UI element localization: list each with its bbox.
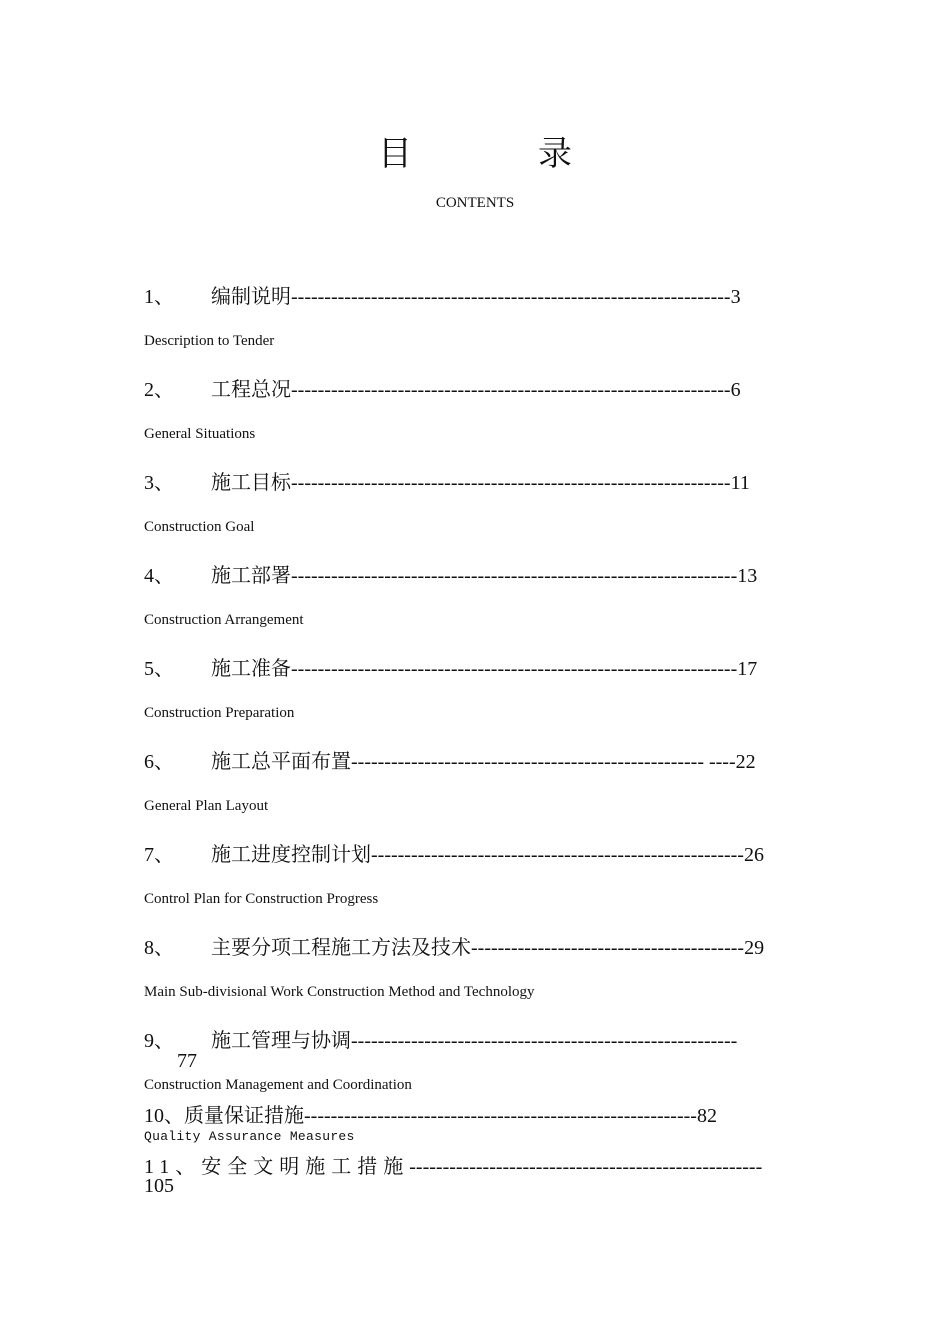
toc-entry-page: 77: [177, 1050, 197, 1072]
toc-entry-leader: ------------------------------------------------------------------: [291, 286, 731, 308]
toc-entry-title: 主要分项工程施工方法及技术: [211, 935, 471, 959]
toc-entry-page: 26: [743, 844, 764, 866]
toc-entry-leader: ------------------------------------------------------------------: [291, 379, 731, 401]
toc-entry-number: 10、: [144, 1105, 184, 1127]
toc-entry-title: 施工管理与协调: [211, 1028, 351, 1052]
toc-entry-number: 3、: [144, 472, 174, 494]
toc-entry-page: 13: [737, 565, 758, 587]
toc-entry[interactable]: [144, 559, 757, 588]
toc-entry-number: 2、: [144, 379, 174, 401]
toc-entry-page: 22: [735, 751, 756, 773]
toc-entry-english: Description to Tender: [144, 333, 275, 349]
toc-entry[interactable]: [144, 1024, 737, 1053]
toc-entry-english: Construction Management and Coordination: [144, 1077, 412, 1093]
toc-entry-title: 施工总平面布置: [211, 749, 351, 773]
toc-entry-page: 105: [144, 1175, 174, 1197]
toc-entry-title: 编制说明: [211, 284, 291, 308]
toc-entry[interactable]: [144, 1099, 717, 1128]
toc-entry-number: 6、: [144, 751, 174, 773]
toc-entry[interactable]: [144, 1150, 762, 1179]
toc-entry-english: General Plan Layout: [144, 798, 269, 814]
toc-entry-leader: -----------------------------------------------------------: [304, 1105, 697, 1127]
toc-entry-number: 5、: [144, 658, 174, 680]
toc-entry[interactable]: [144, 838, 764, 867]
toc-entry-english: Construction Preparation: [144, 705, 295, 721]
toc-entry-leader: -----------------------------------------------------: [409, 1156, 763, 1178]
toc-entry-english: Construction Arrangement: [144, 612, 304, 628]
toc-entry-number: 4、: [144, 565, 174, 587]
toc-entry-title: 工程总况: [211, 377, 291, 401]
toc-entry[interactable]: [144, 745, 756, 774]
page-subtitle: CONTENTS: [435, 195, 515, 211]
toc-entry-title: 施工部署: [211, 563, 291, 587]
toc-entry-number: 1、: [144, 286, 174, 308]
toc-entry-number: 7、: [144, 844, 174, 866]
toc-entry[interactable]: [144, 280, 741, 309]
toc-entry-leader: --------------------------------------------------------: [371, 844, 744, 866]
toc-entry-title: 施工目标: [211, 470, 291, 494]
toc-entry-leader: ------------------------------------------------------------------: [291, 472, 731, 494]
toc-entry-number: 11、: [144, 1156, 202, 1178]
toc-entry-leader: -------------------------------------------------------------------: [291, 565, 738, 587]
toc-entry-title: 质量保证措施: [184, 1103, 304, 1127]
toc-entry-title: 安全文明施工措施: [201, 1154, 410, 1178]
toc-entry-leader: -----------------------------------------: [471, 937, 745, 959]
toc-entry[interactable]: [144, 652, 757, 681]
toc-entry-title: 施工准备: [211, 656, 291, 680]
toc-entry-english: Quality Assurance Measures: [144, 1129, 355, 1144]
page-title: 目 录: [378, 134, 618, 174]
toc-entry[interactable]: [144, 466, 750, 495]
toc-entry-leader: ----------------------------------------------------------: [351, 1030, 738, 1052]
toc-entry[interactable]: [144, 373, 741, 402]
toc-entry-page: 3: [730, 286, 741, 308]
toc-entry-english: General Situations: [144, 426, 256, 442]
toc-entry-leader: -------------------------------------------------------------------: [291, 658, 738, 680]
toc-entry-english: Main Sub-divisional Work Construction Method and Technology: [144, 984, 535, 1000]
toc-entry-english: Control Plan for Construction Progress: [144, 891, 379, 907]
toc-entry-number: 9、: [144, 1030, 174, 1052]
toc-entry-english: Construction Goal: [144, 519, 255, 535]
toc-entry-page: 29: [744, 937, 765, 959]
toc-entry-page: 11: [730, 472, 750, 494]
toc-entry-number: 8、: [144, 937, 174, 959]
toc-entry-page: 17: [737, 658, 758, 680]
toc-entry-page: 82: [696, 1105, 717, 1127]
toc-entry[interactable]: [144, 931, 764, 960]
toc-entry-page: 6: [730, 379, 741, 401]
toc-entry-leader: ----------------------------------------------------- ----: [351, 751, 736, 773]
toc-entry-title: 施工进度控制计划: [211, 842, 371, 866]
